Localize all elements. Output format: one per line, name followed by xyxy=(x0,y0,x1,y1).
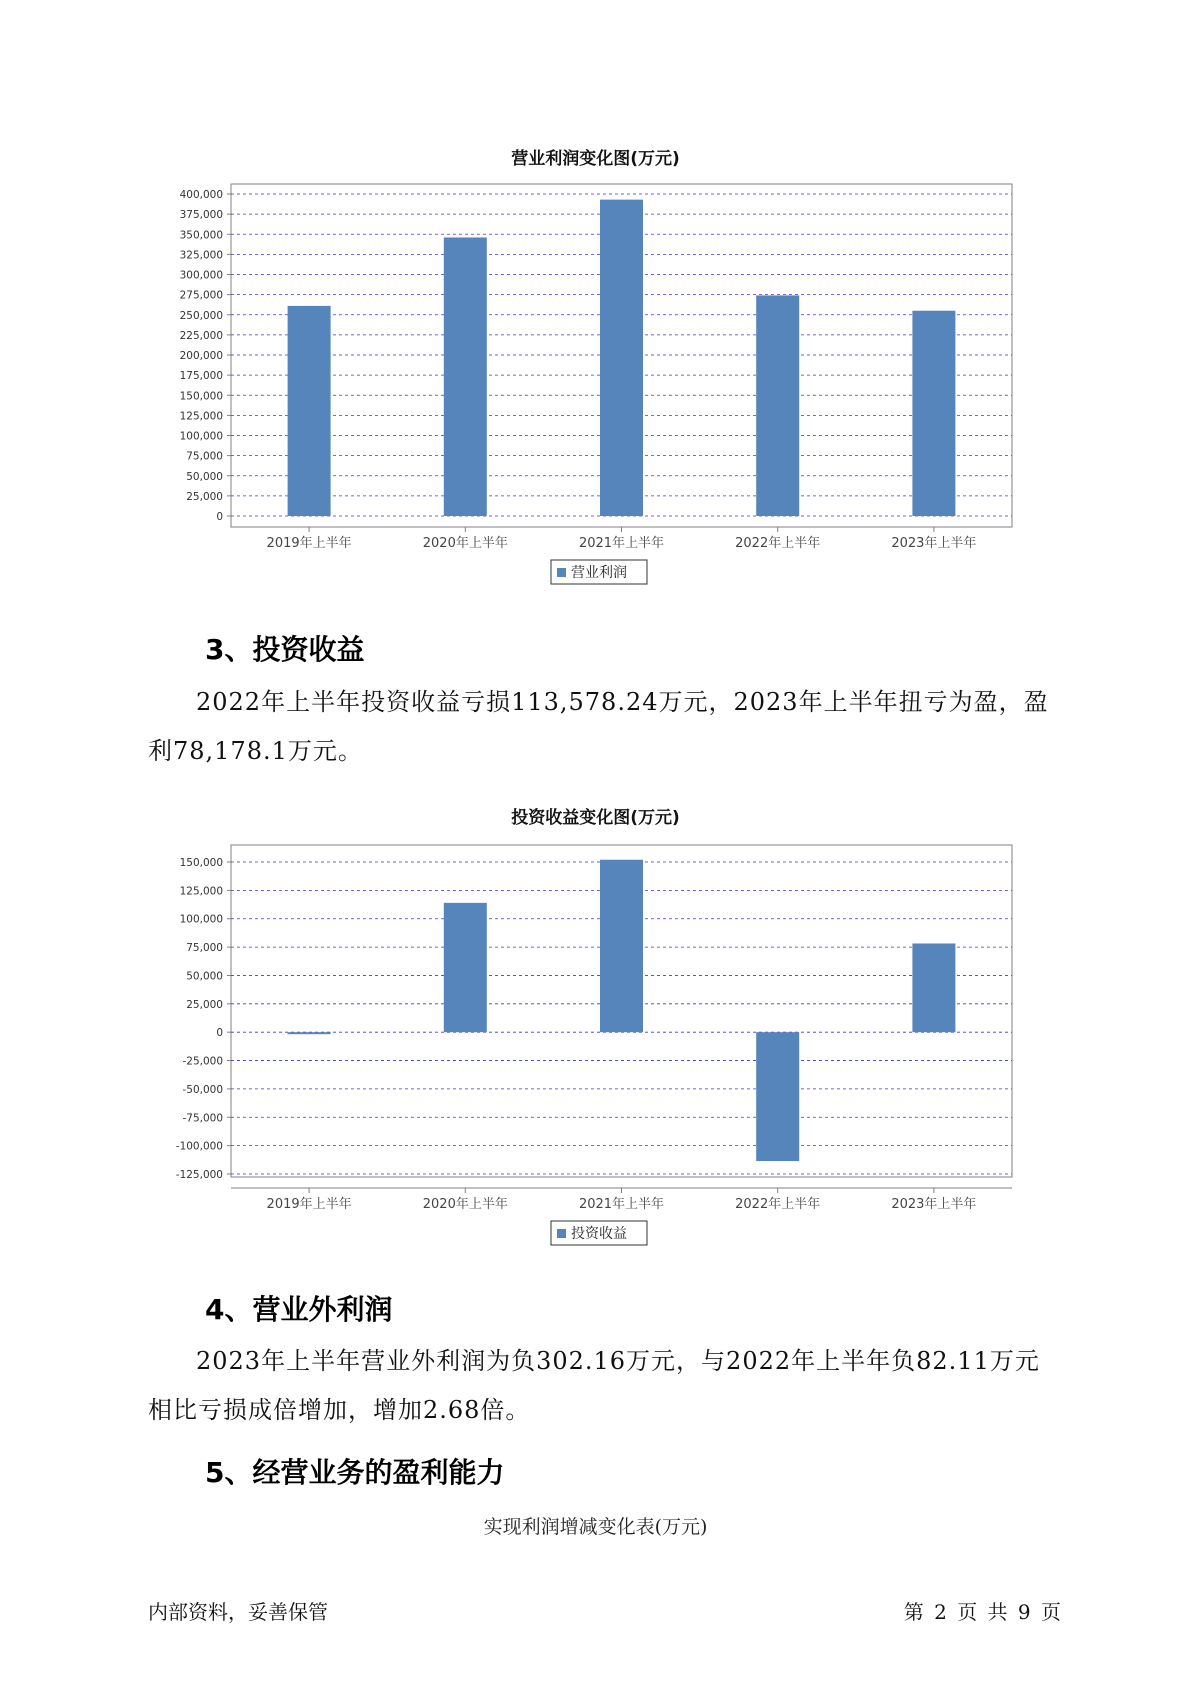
legend xyxy=(551,1221,647,1245)
chart-title: 营业利润变化图(万元) xyxy=(511,149,680,169)
y-tick-label: 50,000 xyxy=(186,470,223,483)
x-tick-label: 2023年上半年 xyxy=(891,1197,977,1212)
y-tick-label: 225,000 xyxy=(179,329,223,342)
y-tick-label: -125,000 xyxy=(175,1169,223,1181)
y-tick-label: 250,000 xyxy=(179,309,223,322)
y-tick-label: 275,000 xyxy=(179,289,223,302)
section-4-heading: 4、营业外利润 xyxy=(205,1293,393,1326)
y-tick-label: 175,000 xyxy=(179,370,223,383)
y-tick-label: 125,000 xyxy=(179,885,223,898)
y-tick-label: 125,000 xyxy=(179,410,223,423)
y-tick-label: 0 xyxy=(216,1027,223,1040)
y-tick-label: 25,000 xyxy=(186,998,223,1011)
y-tick-label: 100,000 xyxy=(179,430,223,443)
y-tick-label: -75,000 xyxy=(182,1112,223,1125)
y-tick-label: 0 xyxy=(216,511,223,523)
y-tick-label: -100,000 xyxy=(175,1140,223,1153)
x-tick-label: 2021年上半年 xyxy=(578,1197,665,1212)
y-tick-label: -50,000 xyxy=(182,1083,223,1096)
x-tick-label: 2019年上半年 xyxy=(266,1197,352,1212)
y-tick-label: 150,000 xyxy=(179,390,223,403)
y-tick-label: 375,000 xyxy=(179,209,223,222)
bar xyxy=(288,1032,331,1034)
x-tick-label: 2020年上半年 xyxy=(422,1197,508,1212)
chart-title: 投资收益变化图(万元) xyxy=(511,808,680,828)
y-tick-label: 350,000 xyxy=(179,229,223,242)
footer-confidential-note: 内部资料，妥善保管 xyxy=(148,1600,328,1624)
footer-page-number: 第 2 页 共 9 页 xyxy=(903,1600,1061,1624)
y-tick-label: 25,000 xyxy=(186,490,223,503)
y-tick-label: 150,000 xyxy=(179,857,223,869)
x-tick-label: 2021年上半年 xyxy=(578,536,665,551)
y-tick-label: -25,000 xyxy=(182,1055,223,1068)
bar xyxy=(912,943,955,1032)
y-tick-label: 400,000 xyxy=(179,189,223,201)
y-tick-label: 325,000 xyxy=(179,249,223,262)
bar xyxy=(600,860,643,1032)
x-tick-label: 2022年上半年 xyxy=(735,1197,821,1212)
table-caption: 实现利润增减变化表(万元) xyxy=(483,1516,708,1538)
legend-swatch xyxy=(557,1229,566,1238)
x-tick-label: 2022年上半年 xyxy=(735,536,821,551)
x-tick-label: 2019年上半年 xyxy=(266,536,352,551)
y-tick-label: 50,000 xyxy=(186,970,223,983)
x-tick-label: 2023年上半年 xyxy=(891,536,977,551)
y-tick-label: 100,000 xyxy=(179,913,223,926)
y-tick-label: 75,000 xyxy=(186,942,223,955)
bar xyxy=(444,903,487,1032)
y-tick-label: 300,000 xyxy=(179,269,223,282)
y-tick-label: 75,000 xyxy=(186,450,223,463)
legend-label: 投资收益 xyxy=(571,1226,627,1242)
y-tick-label: 200,000 xyxy=(179,350,223,362)
section-4-paragraph: 2023年上半年营业外利润为负302.16万元，与2022年上半年负82.11万元相比亏损成倍增加，增加2.68倍。 xyxy=(148,1347,1040,1424)
section-3-heading: 3、投资收益 xyxy=(205,633,365,666)
legend-label: 营业利润 xyxy=(571,565,627,581)
section-5-heading: 5、经营业务的盈利能力 xyxy=(205,1456,505,1489)
x-tick-label: 2020年上半年 xyxy=(422,536,508,551)
section-3-paragraph: 2022年上半年投资收益亏损113,578.24万元，2023年上半年扭亏为盈，盈利78,178.1万元。 xyxy=(148,688,1049,765)
bar xyxy=(756,1032,799,1161)
